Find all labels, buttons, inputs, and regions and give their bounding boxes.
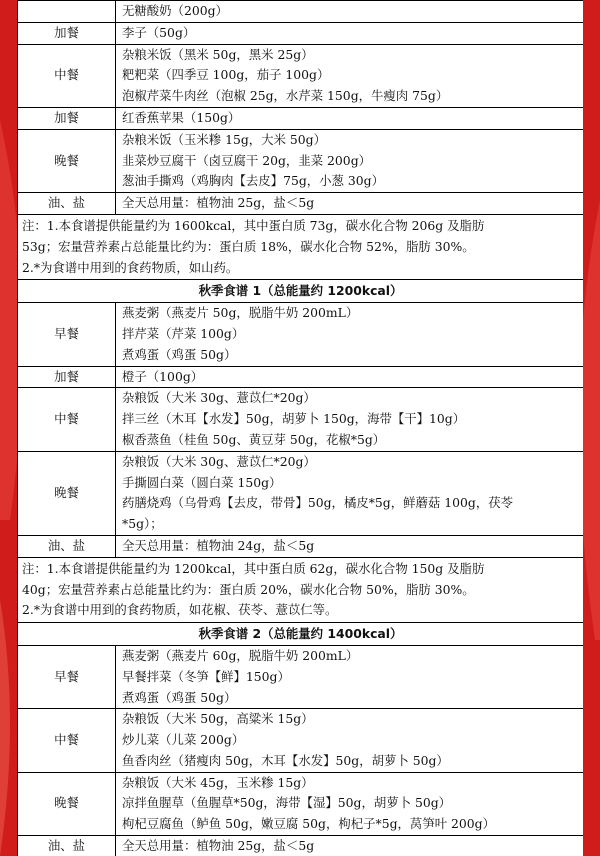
- menu-table: [17, 0, 583, 856]
- meal-foods: [116, 535, 584, 557]
- meal-foods: [116, 129, 584, 192]
- meal-name: 加餐: [18, 22, 116, 44]
- meal-name: [18, 1, 116, 23]
- meal-row: [18, 366, 584, 388]
- meal-foods: [116, 193, 584, 215]
- food-item: 杂粮饭（大米 50g，高粱米 15g）: [122, 711, 314, 727]
- note-row: [18, 557, 584, 622]
- meal-foods: [116, 1, 584, 23]
- food-item: 椒香蒸鱼（桂鱼 50g、黄豆芽 50g，花椒*5g）: [122, 431, 386, 447]
- meal-row: [18, 388, 584, 451]
- food-item: 杂粮米饭（玉米糁 15g，大米 50g）: [122, 131, 326, 147]
- food-item: 早餐拌菜（冬笋【鲜】150g）: [122, 668, 290, 684]
- food-item: 煮鸡蛋（鸡蛋 50g）: [122, 346, 237, 362]
- meal-foods: [116, 303, 584, 366]
- food-item: 凉拌鱼腥草（鱼腥草*50g，海带【湿】50g，胡萝卜 50g）: [122, 795, 452, 811]
- diet-menu-document: [17, 0, 583, 856]
- meal-name: 加餐: [18, 107, 116, 129]
- food-item: 拌三丝（木耳【水发】50g，胡萝卜 150g，海带【干】10g）: [122, 411, 466, 427]
- food-item: 煮鸡蛋（鸡蛋 50g）: [122, 689, 237, 705]
- meal-name: 中餐: [18, 388, 116, 451]
- meal-name: 晚餐: [18, 129, 116, 192]
- meal-foods: [116, 772, 584, 835]
- food-item: 燕麦粥（燕麦片 60g，脱脂牛奶 200mL）: [122, 647, 359, 663]
- food-item: 炒儿菜（儿菜 200g）: [122, 732, 245, 748]
- section-title: 秋季食谱 2（总能量约 1400kcal）: [18, 623, 584, 646]
- meal-row: [18, 709, 584, 772]
- note-line: 2.*为食谱中用到的食药物质，如花椒、茯苓、薏苡仁等。: [22, 602, 338, 618]
- food-item: 燕麦粥（燕麦片 50g，脱脂牛奶 200mL）: [122, 305, 359, 321]
- food-item: 李子（50g）: [122, 24, 196, 40]
- food-item: 全天总用量：植物油 24g，盐＜5g: [122, 537, 315, 553]
- meal-foods: [116, 645, 584, 708]
- meal-foods: [116, 44, 584, 107]
- meal-foods: [116, 107, 584, 129]
- food-item: 粑粑菜（四季豆 100g，茄子 100g）: [122, 67, 330, 83]
- meal-foods: [116, 836, 584, 856]
- section-title-row: [18, 280, 584, 303]
- food-item: 药膳烧鸡（乌骨鸡【去皮，带骨】50g，橘皮*5g，鲜蘑菇 100g，茯苓: [122, 495, 513, 511]
- meal-name: 加餐: [18, 366, 116, 388]
- meal-row: [18, 645, 584, 708]
- meal-foods: [116, 22, 584, 44]
- meal-row: [18, 535, 584, 557]
- meal-row: [18, 772, 584, 835]
- food-item: 红香蕉苹果（150g）: [122, 109, 241, 125]
- note-line: 注：1.本食谱提供能量约为 1200kcal，其中蛋白质 62g，碳水化合物 150g 及脂肪: [22, 560, 485, 576]
- meal-name: 早餐: [18, 645, 116, 708]
- food-item: 杂粮饭（大米 30g、薏苡仁*20g）: [122, 453, 316, 469]
- food-item: 无糖酸奶（200g）: [122, 3, 228, 18]
- meal-name: 油、盐: [18, 193, 116, 215]
- meal-row: [18, 451, 584, 535]
- meal-name: 油、盐: [18, 836, 116, 856]
- note-line: 53g；宏量营养素占总能量比约为：蛋白质 18%，碳水化合物 52%，脂肪 30%。: [22, 238, 475, 254]
- food-item: 泡椒芹菜牛肉丝（泡椒 25g，水芹菜 150g，牛瘦肉 75g）: [122, 88, 449, 104]
- meal-name: 中餐: [18, 709, 116, 772]
- meal-row: [18, 1, 584, 23]
- meal-row: [18, 303, 584, 366]
- meal-row: [18, 107, 584, 129]
- food-item: *5g）；: [122, 516, 163, 532]
- food-item: 拌芹菜（芹菜 100g）: [122, 325, 245, 341]
- meal-row: [18, 193, 584, 215]
- food-item: 韭菜炒豆腐干（卤豆腐干 20g，韭菜 200g）: [122, 152, 372, 168]
- menu-note: [18, 214, 584, 279]
- note-row: [18, 214, 584, 279]
- meal-name: 晚餐: [18, 772, 116, 835]
- food-item: 鱼香肉丝（猪瘦肉 50g，木耳【水发】50g，胡萝卜 50g）: [122, 752, 449, 768]
- food-item: 橙子（100g）: [122, 368, 204, 384]
- meal-name: 早餐: [18, 303, 116, 366]
- meal-row: [18, 44, 584, 107]
- meal-foods: [116, 451, 584, 535]
- food-item: 杂粮饭（大米 30g、薏苡仁*20g）: [122, 390, 316, 406]
- meal-foods: [116, 709, 584, 772]
- food-item: 杂粮米饭（黑米 50g，黑米 25g）: [122, 46, 314, 62]
- meal-name: 晚餐: [18, 451, 116, 535]
- food-item: 杂粮饭（大米 45g，玉米糁 15g）: [122, 774, 314, 790]
- meal-row: [18, 22, 584, 44]
- meal-foods: [116, 366, 584, 388]
- food-item: 葱油手撕鸡（鸡胸肉【去皮】75g，小葱 30g）: [122, 173, 384, 189]
- note-line: 注：1.本食谱提供能量约为 1600kcal，其中蛋白质 73g，碳水化合物 206g 及脂肪: [22, 217, 485, 233]
- meal-row: [18, 836, 584, 856]
- food-item: 全天总用量：植物油 25g，盐＜5g: [122, 195, 315, 211]
- menu-note: [18, 557, 584, 622]
- note-line: 40g；宏量营养素占总能量比约为：蛋白质 20%，碳水化合物 50%，脂肪 30%。: [22, 581, 475, 597]
- section-title-row: [18, 623, 584, 646]
- meal-row: [18, 129, 584, 192]
- food-item: 手撕圆白菜（圆白菜 150g）: [122, 474, 282, 490]
- food-item: 枸杞豆腐鱼（鲈鱼 50g，嫩豆腐 50g，枸杞子*5g，莴笋叶 200g）: [122, 816, 496, 832]
- meal-name: 中餐: [18, 44, 116, 107]
- meal-name: 油、盐: [18, 535, 116, 557]
- meal-foods: [116, 388, 584, 451]
- section-title: 秋季食谱 1（总能量约 1200kcal）: [18, 280, 584, 303]
- note-line: 2.*为食谱中用到的食药物质，如山药。: [22, 259, 239, 275]
- food-item: 全天总用量：植物油 25g，盐＜5g: [122, 838, 315, 854]
